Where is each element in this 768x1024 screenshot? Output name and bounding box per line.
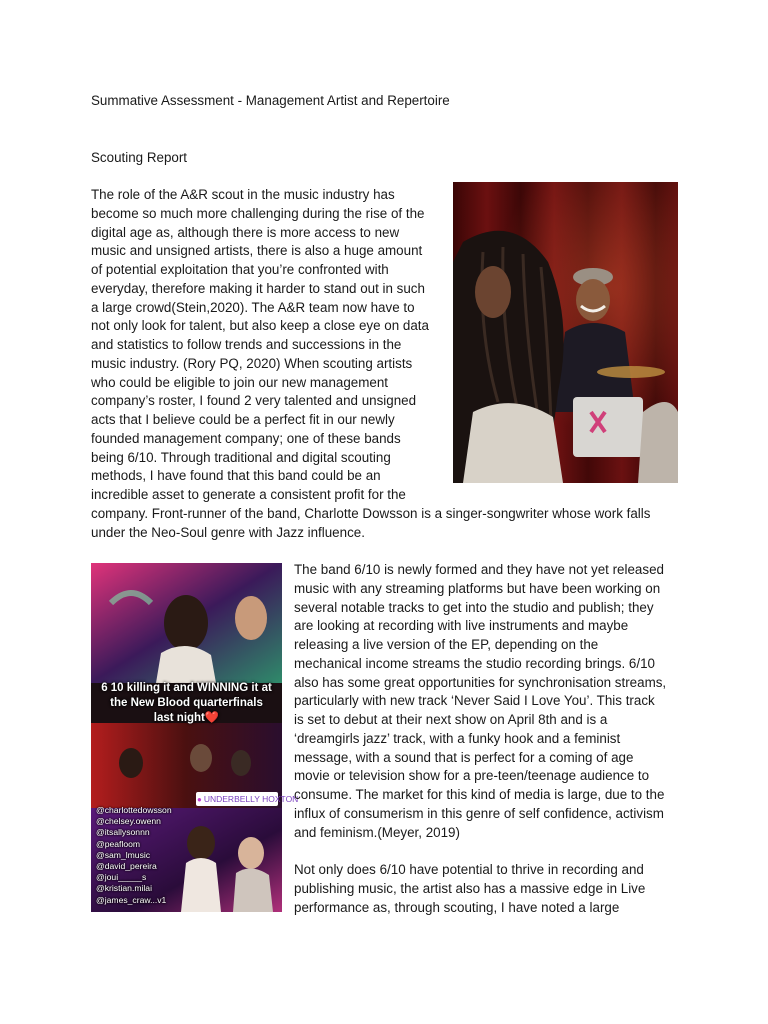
text-line: ‘dreamgirls jazz’ track, with a funky hook and a feminist [294,730,621,746]
band-photo-illustration [453,182,678,483]
location-pin-icon: ● [197,795,202,804]
text-line: releasing a live version of the EP, depending on the [294,637,599,652]
text-line: being 6/10. Through traditional and digital scouting [91,449,391,465]
text-line: influx of consumerism in this genre of self confidence, activism [294,805,664,821]
text-line: under the Neo-Soul genre with Jazz influence. [91,524,365,540]
text-line: publishing music, the artist also has a massive edge in Live [294,880,646,896]
band-performance-photo [453,182,678,483]
text-line: company. Front-runner of the band, Charlotte Dowsson is a singer-songwriter whose work falls [91,505,651,521]
text-line: The band 6/10 is newly formed and they have not yet released [294,562,664,577]
instagram-story-image [91,563,299,912]
mention-tag: @james_craw...v1 [96,894,167,905]
text-line: Not only does 6/10 have potential to thrive in recording and [294,862,644,877]
text-line: are looking at recording with live instruments and maybe [294,618,629,634]
mention-list [96,805,172,906]
text-line: digital age as, although there is more access to new [91,224,400,240]
text-line: of potential exploitation that you’re confronted with [91,262,389,277]
text-line: music and unsigned artists, there is also a huge amount [91,243,423,259]
text-line: The role of the A&R scout in the music industry has [91,187,395,202]
story-caption [91,681,282,726]
mention-tag: @david_pereira [96,861,157,872]
text-line: consume. The market for this kind of media is large, due to the [294,787,665,802]
text-line: mechanical income streams the studio recording brings. 6/10 [294,655,655,671]
mention-tag: @joui_____s [96,872,147,883]
text-line: several notable tracks to get into the studio and publish; they [294,599,654,615]
mention-tag: @charlottedowsson [96,805,172,815]
location-sticker [196,792,299,806]
text-line: music with any streaming platforms but have been working on [294,580,661,596]
text-line: become so much more challenging during the rise of the [91,205,425,221]
text-line: is set to debut at their next show on April 8th and is a [294,712,608,727]
mention-tag: @peafloom [96,838,141,849]
text-line: a large crowd(Stein,2020). The A&R team now have to [91,299,415,315]
text-line: not only look for talent, but also keep a close eye on data [91,318,429,334]
text-line: particularly with new track ‘Never Said I Love You’. This track [294,693,655,709]
text-line: and statistics to follow trends and successions in the [91,337,402,352]
text-line: incredible asset to generate a consistent profit for the [91,487,406,502]
document-title: Summative Assessment - Management Artist and Repertoire [91,93,450,108]
mention-tag: @kristian.milai [96,883,152,894]
text-line: company’s roster, I found 2 very talented and unsigned [91,393,417,409]
text-line: message, with a sound that is perfect for a coming of age [294,749,634,765]
text-line: and feminism.(Meyer, 2019) [294,824,460,840]
text-line: performance as, through scouting, I have noted a large [294,899,620,915]
text-line: founded management company; one of these bands [91,430,401,446]
caption-line: last night❤️ [153,712,220,724]
section-title: Scouting Report [91,150,188,165]
text-line: movie or television show for a pre-teen/teenage audience to [294,768,650,784]
text-line: everyday, therefore making it harder to stand out in such [91,280,425,296]
text-line: music industry. (Rory PQ, 2020) When scouting artists [91,355,413,371]
mention-tag: @chelsey.owenn [96,816,161,827]
mention-tag: @sam_lmusic [96,849,151,860]
text-line: who could be eligible to join our new management [91,374,389,390]
caption-line: the New Blood quarterfinals [110,697,263,709]
text-line: acts that I believe could be a perfect fit in our newly [91,412,395,427]
text-line: also has some great opportunities for synchronisation streams, [294,674,667,690]
paragraph-live-performance [294,861,645,917]
location-label: UNDERBELLY HOXTON [203,794,299,804]
caption-line: 6 10 killing it and WINNING it at [101,682,272,694]
text-line: methods, I have found that this band could be an [91,468,381,484]
mention-tag: @itsallysonnn [96,827,150,838]
paragraph-band-release [294,561,666,842]
